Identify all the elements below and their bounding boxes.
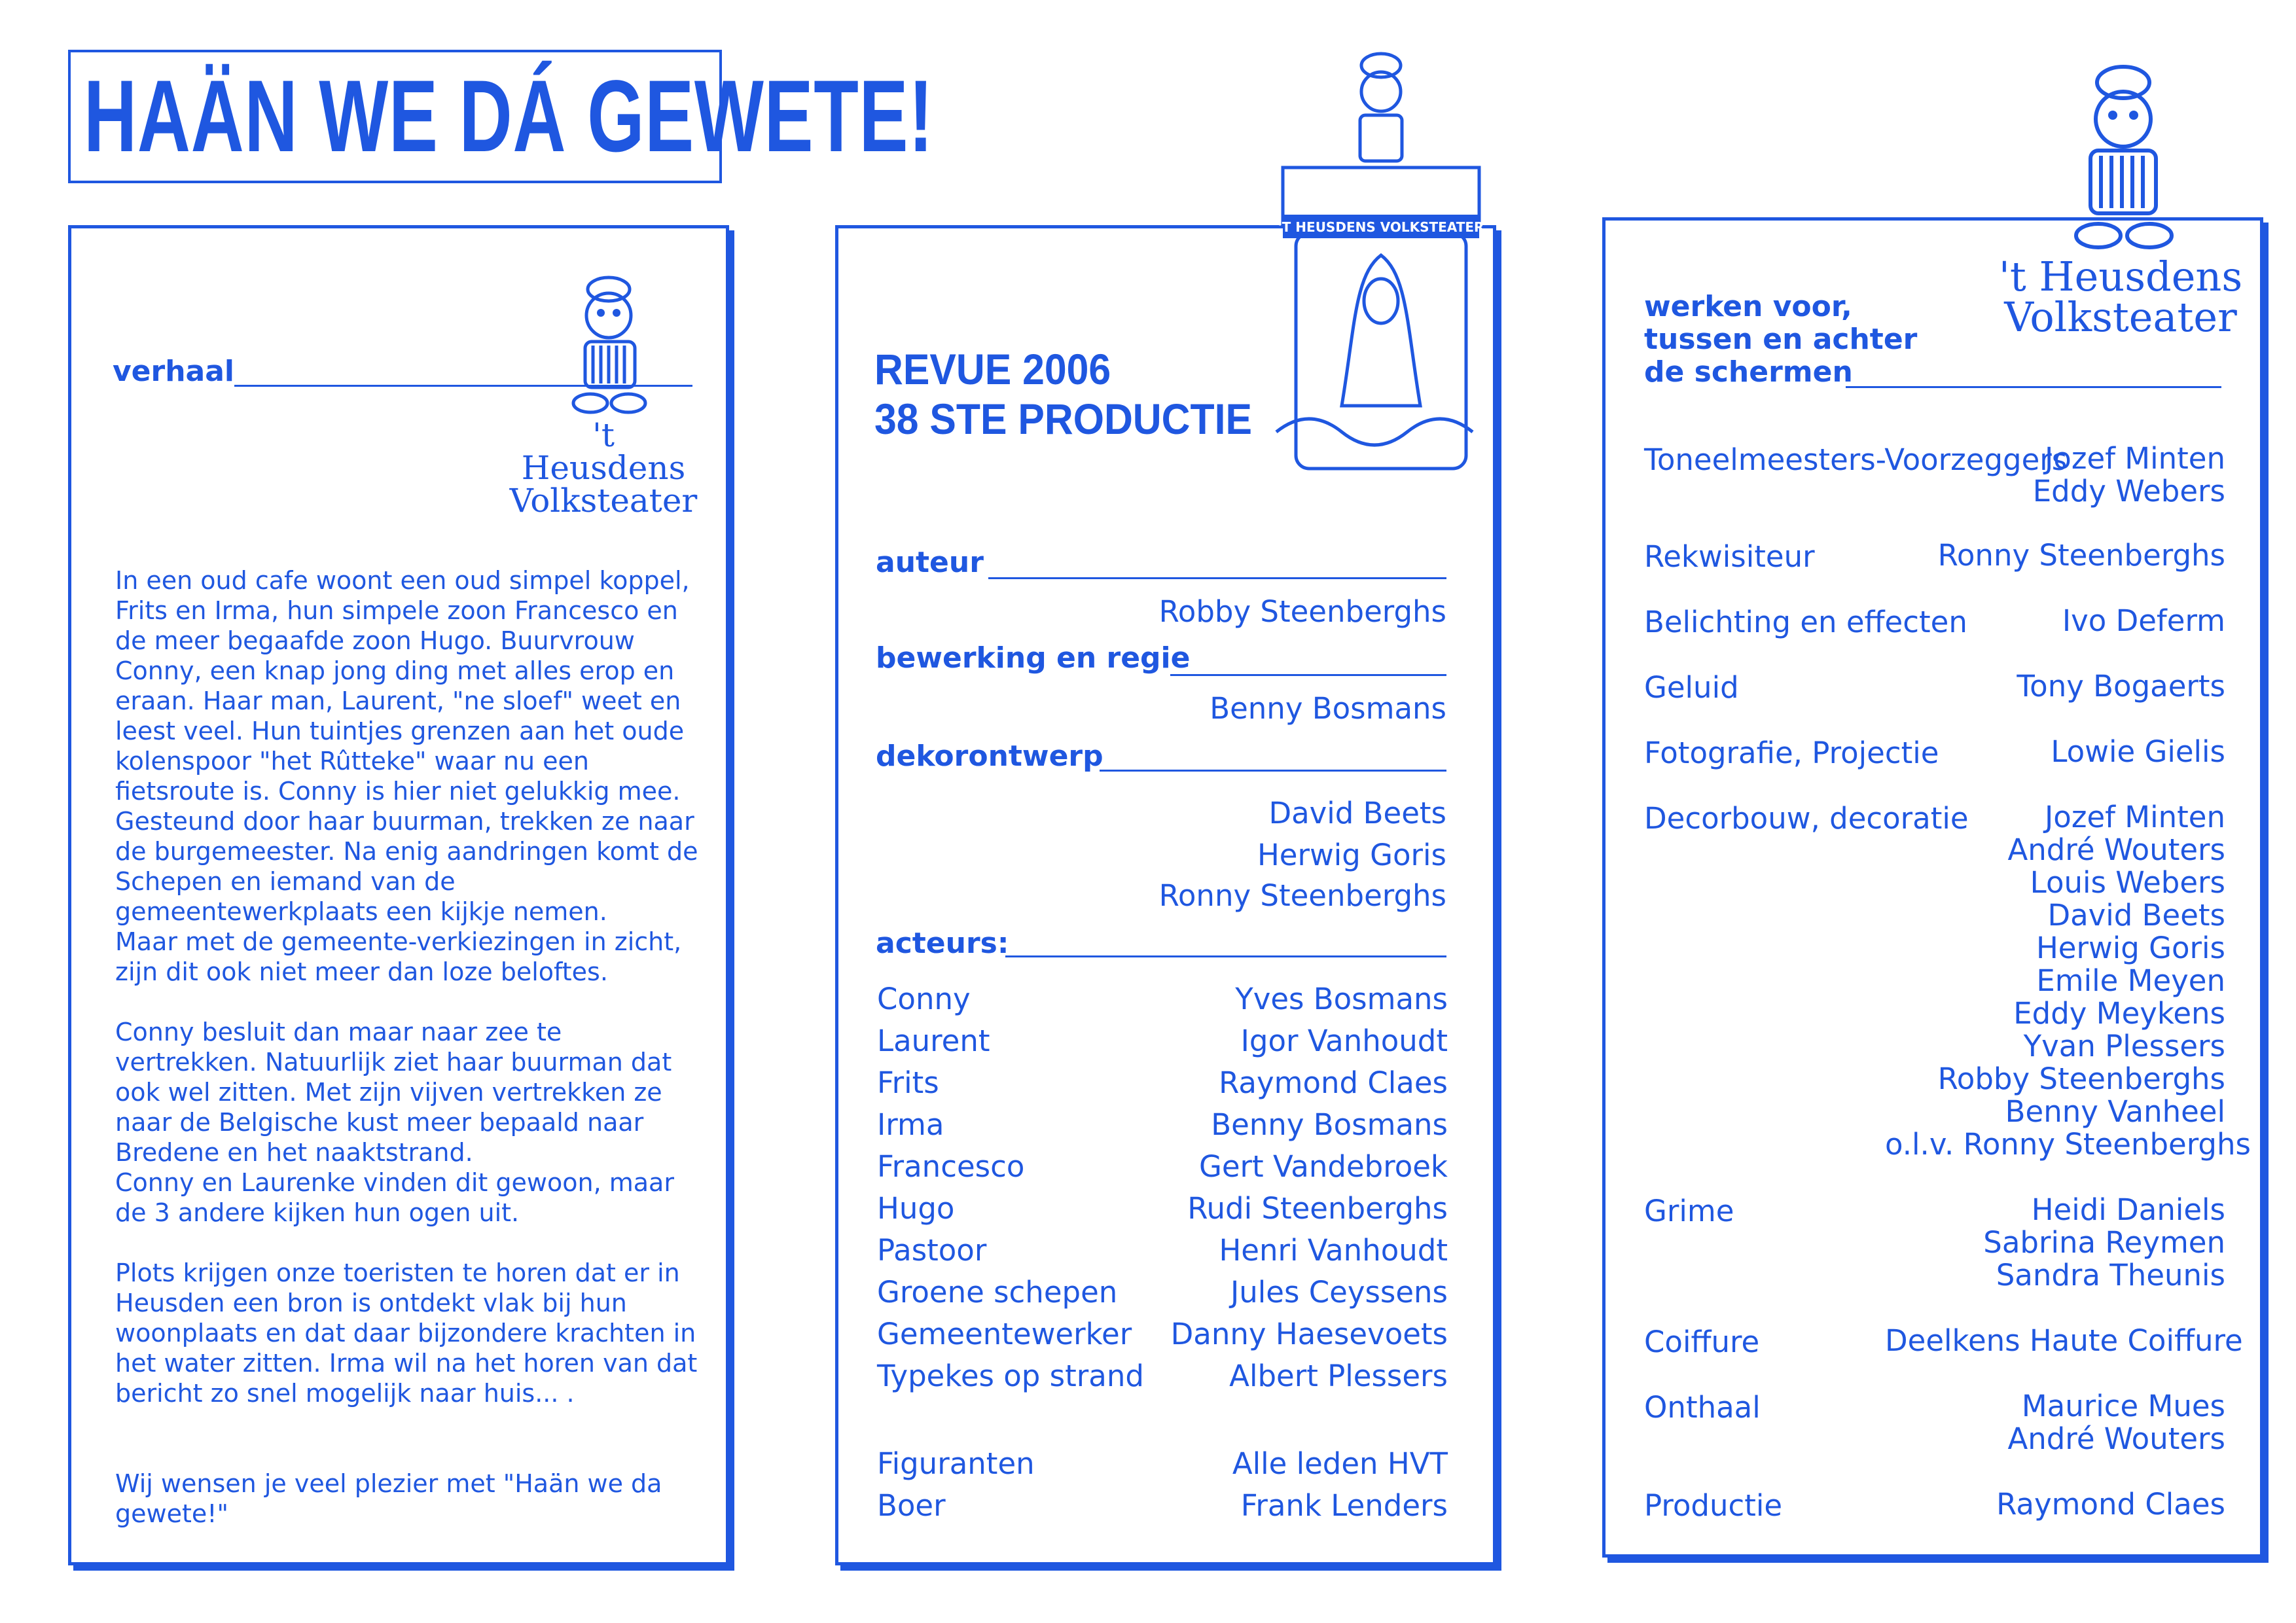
verhaal-label: verhaal: [113, 355, 235, 388]
crew-member: Emile Meyen: [2036, 963, 2225, 998]
cast-role: Hugo: [877, 1191, 955, 1226]
auteur-name: Robby Steenberghs: [1158, 594, 1446, 629]
cast-actor: Rudi Steenberghs: [1187, 1191, 1448, 1226]
crew-role: Belichting en effecten: [1644, 605, 1967, 639]
crew-member: Sabrina Reymen: [1983, 1225, 2225, 1260]
story-paragraph: Plots krijgen onze toeristen te horen dat er in Heusden een bron is ontdekt vlak bij hun woonplaats en dat daar bijzondere krachten in het water zitten. Irma wil na het horen van dat bericht zo snel mogelijk naar huis... .: [115, 1258, 698, 1408]
crew-member: Lowie Gielis: [2051, 734, 2225, 769]
acteurs-underline: [1005, 955, 1446, 957]
crew-heading-line: werken voor,: [1644, 290, 1852, 323]
logo-text: [505, 416, 702, 520]
crew-names: [1885, 1390, 2225, 1455]
cast-actor: Frank Lenders: [1240, 1488, 1448, 1523]
auteur-underline: [988, 577, 1446, 579]
tower-banner: 'T HEUSDENS VOLKSTEATER: [1278, 219, 1484, 235]
crew-role: Toneelmeesters-Voorzeggers: [1644, 442, 2068, 477]
crew-names: [1885, 736, 2225, 768]
crew-role: Onthaal: [1644, 1390, 1761, 1425]
story-paragraph: In een oud cafe woont een oud simpel koppel, Frits en Irma, hun simpele zoon Francesco en de meer begaafde zoon Hugo. Buurvrouw Conny, een knap jong ding met alles erop en eraan. Haar man, Laurent, "ne sloef" weet en leest veel. Hun tuintjes grenzen aan het oude kolenspoor "het Rûtteke" waar nu een fietsroute is. Conny is hier niet gelukkig mee. Gesteund door haar buurman, trekken ze naar de burgemeester. Na enig aandringen komt de Schepen en iemand van de gemeentewerkplaats een kijkje nemen. Maar met de gemeente-verkiezingen in zicht, zijn dit ook niet meer dan loze beloftes.: [115, 566, 698, 986]
theater-tower-illustration: [1257, 39, 1492, 471]
cast-role: Irma: [877, 1107, 944, 1142]
crew-member: Ivo Deferm: [2062, 603, 2225, 638]
cast-actor: Alle leden HVT: [1232, 1446, 1448, 1481]
cast-actor: Albert Plessers: [1229, 1359, 1448, 1393]
mascot-logo-icon: [2059, 59, 2187, 255]
mascot-logo-icon: [556, 270, 661, 419]
crew-member: Deelkens Haute Coiffure: [1885, 1323, 2243, 1358]
crew-role: Grime: [1644, 1194, 1734, 1228]
crew-role: Productie: [1644, 1488, 1783, 1523]
auteur-label: auteur: [876, 546, 984, 579]
revue-heading: [874, 344, 1252, 444]
dekor-label: dekorontwerp: [876, 740, 1103, 773]
dekor-underline: [1100, 770, 1446, 772]
crew-member: Herwig Goris: [2036, 931, 2225, 965]
crew-member: Benny Vanheel: [2005, 1094, 2225, 1129]
crew-member: Raymond Claes: [1996, 1487, 2225, 1522]
crew-heading-line: de schermen: [1644, 355, 1853, 389]
revue-production: 38 STE PRODUCTIE: [874, 395, 1252, 443]
cast-role: Pastoor: [877, 1233, 987, 1268]
logo-line2: Volksteater: [509, 482, 698, 520]
logo-line2: Volksteater: [2004, 293, 2237, 341]
crew-names: [1885, 800, 2251, 1162]
cast-actor: Yves Bosmans: [1235, 982, 1448, 1016]
cast-actor: Gert Vandebroek: [1199, 1149, 1448, 1184]
crew-member: Eddy Meykens: [2013, 996, 2225, 1031]
cast-role: Conny: [877, 982, 971, 1016]
cast-actor: Jules Ceyssens: [1230, 1275, 1448, 1310]
acteurs-label: acteurs:: [876, 927, 1009, 960]
crew-names: [1885, 670, 2225, 703]
crew-member: Jozef Minten: [2045, 800, 2225, 834]
page-title: HAÄN WE DÁ GEWETE!: [84, 60, 934, 173]
crew-names: [1885, 1323, 2243, 1358]
crew-member: Eddy Webers: [2032, 474, 2225, 508]
crew-heading: [1644, 291, 1917, 389]
revue-year: REVUE 2006: [874, 345, 1111, 393]
crew-underline: [1846, 386, 2221, 388]
crew-role: Geluid: [1644, 670, 1739, 705]
cast-actor: Danny Haesevoets: [1170, 1317, 1448, 1351]
crew-role: Coiffure: [1644, 1325, 1760, 1359]
logo-line1: 't Heusdens: [1998, 253, 2243, 300]
bewerking-underline: [1170, 674, 1446, 676]
dekor-name: Herwig Goris: [1257, 838, 1446, 872]
crew-heading-line: tussen en achter: [1644, 323, 1918, 356]
crew-role: Rekwisiteur: [1644, 539, 1815, 574]
cast-actor: Igor Vanhoudt: [1240, 1024, 1448, 1058]
cast-role: Typekes op strand: [877, 1359, 1144, 1393]
crew-names: [1885, 442, 2225, 508]
logo-line1: 't Heusdens: [521, 416, 686, 487]
crew-names: [1885, 539, 2225, 572]
cast-actor: Raymond Claes: [1219, 1065, 1448, 1100]
bewerking-label: bewerking en regie: [876, 641, 1191, 675]
bewerking-name: Benny Bosmans: [1210, 691, 1446, 726]
crew-member: André Wouters: [2007, 832, 2225, 867]
cast-role: Groene schepen: [877, 1275, 1118, 1310]
story-text: [115, 565, 704, 1529]
cast-actor: Benny Bosmans: [1211, 1107, 1448, 1142]
crew-member: Yvan Plessers: [2023, 1029, 2225, 1063]
story-paragraph: Conny besluit dan maar naar zee te vertrekken. Natuurlijk ziet haar buurman dat ook wel zitten. Met zijn vijven vertrekken ze naar de Belgische kust meer bepaald naar Bredene en het naaktstrand. Conny en Laurenke vinden dit gewoon, maar de 3 andere kijken hun ogen uit.: [115, 1018, 674, 1227]
crew-member: David Beets: [2047, 898, 2225, 933]
cast-role: Gemeentewerker: [877, 1317, 1132, 1351]
crew-names: [1885, 1194, 2225, 1292]
crew-member: Jozef Minten: [2045, 441, 2225, 476]
cast-actor: Henri Vanhoudt: [1219, 1233, 1448, 1268]
dekor-name: David Beets: [1268, 796, 1446, 830]
crew-member: Robby Steenberghs: [1937, 1061, 2225, 1096]
dekor-name: Ronny Steenberghs: [1158, 878, 1446, 913]
crew-names: [1885, 605, 2225, 637]
crew-member: Louis Webers: [2030, 865, 2225, 900]
cast-role: Frits: [877, 1065, 939, 1100]
crew-member: o.l.v. Ronny Steenberghs: [1885, 1127, 2251, 1162]
cast-role: Boer: [877, 1488, 946, 1523]
crew-member: Tony Bogaerts: [2017, 669, 2225, 704]
story-closing: Wij wensen je veel plezier met "Haän we da gewete!": [115, 1469, 662, 1528]
crew-member: Ronny Steenberghs: [1937, 538, 2225, 573]
cast-role: Figuranten: [877, 1446, 1035, 1481]
cast-role: Francesco: [877, 1149, 1025, 1184]
cast-role: Laurent: [877, 1024, 990, 1058]
crew-role: Decorbouw, decoratie: [1644, 801, 1969, 836]
crew-member: Maurice Mues: [2021, 1389, 2225, 1423]
crew-member: André Wouters: [2007, 1421, 2225, 1456]
crew-names: [1885, 1488, 2225, 1521]
crew-member: Sandra Theunis: [1996, 1258, 2225, 1293]
crew-member: Heidi Daniels: [2031, 1192, 2225, 1227]
logo-text: [1983, 253, 2258, 341]
crew-role: Fotografie, Projectie: [1644, 736, 1939, 770]
